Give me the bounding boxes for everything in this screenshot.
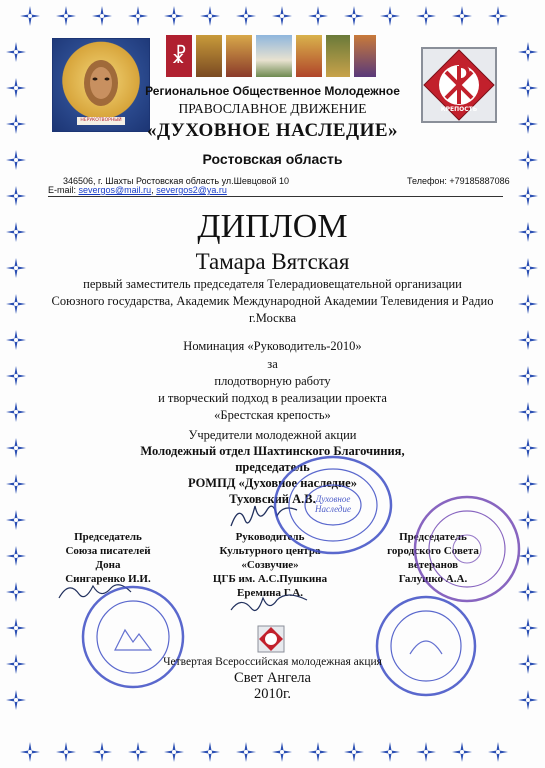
star-ornament	[6, 618, 30, 642]
star-ornament	[380, 6, 404, 30]
recipient-name: Тамара Вятская	[195, 249, 350, 274]
signature-center	[225, 590, 315, 620]
org-name: «ДУХОВНОЕ НАСЛЕДИЕ»	[146, 120, 399, 141]
recipient-position-1: первый заместитель председателя Телерадиовещательной организации	[83, 277, 462, 291]
email-separator: ,	[151, 185, 157, 195]
org-line-1: Региональное Общественное Молодежное	[145, 84, 400, 98]
star-ornament	[200, 6, 224, 30]
star-ornament	[380, 742, 404, 766]
email-link-1[interactable]: severgos@mail.ru	[78, 185, 152, 195]
founders-role: председатель	[235, 460, 310, 474]
reason-2: и творческий подход в реализации проекта	[158, 391, 387, 405]
star-ornament	[6, 546, 30, 570]
icon-caption: НЕРУКОТВОРНЫЙ	[80, 118, 122, 123]
sig-center-1: Руководитель	[235, 531, 305, 543]
star-ornament	[92, 6, 116, 30]
sig-right-1: Председатель	[399, 531, 467, 543]
reason-3: «Брестская крепость»	[214, 408, 331, 422]
star-ornament	[344, 742, 368, 766]
footer-event: Четвертая Всероссийская молодежная акция	[163, 656, 382, 668]
star-ornament	[6, 582, 30, 606]
star-ornament	[236, 742, 260, 766]
sig-right-4: Галушко А.А.	[398, 573, 468, 585]
star-ornament	[308, 6, 332, 30]
founders-heading: Учредители молодежной акции	[188, 428, 357, 442]
star-ornament	[518, 186, 542, 210]
svg-text:☧: ☧	[171, 44, 187, 68]
header-divider	[48, 196, 503, 197]
sig-center-3: «Созвучие»	[241, 559, 299, 571]
region: Ростовская область	[202, 151, 343, 167]
email-label: E-mail:	[48, 185, 79, 195]
saint-icon-2	[226, 35, 252, 77]
star-ornament	[128, 6, 152, 30]
star-ornament	[92, 742, 116, 766]
reason-1: плодотворную работу	[214, 374, 331, 388]
star-ornament	[200, 742, 224, 766]
saint-icon-4	[326, 35, 350, 77]
star-ornament	[56, 742, 80, 766]
star-ornament	[128, 742, 152, 766]
star-ornament	[6, 510, 30, 534]
star-ornament	[56, 6, 80, 30]
footer-title: Свет Ангела	[234, 670, 311, 686]
sig-center-4: ЦГБ им. А.С.Пушкина	[212, 573, 328, 585]
star-ornament	[488, 742, 512, 766]
org-line-2: ПРАВОСЛАВНОЕ ДВИЖЕНИЕ	[178, 101, 367, 116]
for-word: за	[267, 357, 278, 371]
founders-signer: Туховский А.В.	[229, 492, 316, 506]
footer-year: 2010г.	[254, 686, 291, 702]
phone: Телефон: +79185887086	[407, 176, 510, 186]
star-ornament	[164, 742, 188, 766]
star-ornament	[272, 742, 296, 766]
veterans-stamp	[412, 494, 522, 604]
star-ornament	[452, 6, 476, 30]
address: 346506, г. Шахты Ростовская область ул.Шевцовой 10	[63, 176, 289, 186]
saint-icon-5	[354, 35, 376, 77]
emblem-label: КРЕПОСТЬ	[440, 106, 478, 113]
recipient-position-2: Союзного государства, Академик Международной Академии Телевидения и Радио	[51, 294, 494, 308]
church-photo	[256, 35, 292, 77]
sig-left-1: Председатель	[74, 531, 142, 543]
star-ornament	[20, 6, 44, 30]
icon-strip	[166, 35, 376, 77]
star-ornament	[164, 6, 188, 30]
saint-icon-1	[196, 35, 222, 77]
sig-center-2: Культурного центра	[219, 545, 321, 557]
star-ornament	[416, 742, 440, 766]
founders-movement: РОМПД «Духовное наследие»	[188, 476, 357, 490]
star-ornament	[518, 618, 542, 642]
email-link-2[interactable]: severgos2@ya.ru	[156, 185, 227, 195]
star-ornament	[20, 742, 44, 766]
star-ornament	[308, 742, 332, 766]
star-ornament	[518, 42, 542, 66]
sig-left-2: Союза писателей	[65, 545, 151, 557]
sig-center-5: Еремина Г.А.	[237, 587, 303, 599]
sig-right-2: городского Совета	[387, 545, 479, 557]
founders-stamp-text: Духовное Наследие	[315, 494, 351, 514]
star-ornament	[6, 42, 30, 66]
nomination: Номинация «Руководитель-2010»	[183, 339, 362, 353]
chi-rho-mini-icon	[166, 35, 192, 77]
sig-right-3: ветеранов	[407, 559, 459, 571]
star-ornament	[6, 186, 30, 210]
star-ornament	[344, 6, 368, 30]
star-ornament	[452, 742, 476, 766]
star-ornament	[272, 6, 296, 30]
star-ornament	[488, 6, 512, 30]
bottom-chi-rho-icon	[256, 624, 286, 654]
founders-org: Молодежный отдел Шахтинского Благочиния,	[140, 444, 405, 458]
sig-left-4: Сингаренко И.И.	[65, 573, 151, 585]
diploma-title: ДИПЛОМ	[197, 208, 348, 245]
sig-left-3: Дона	[95, 559, 121, 571]
star-ornament	[236, 6, 260, 30]
recipient-city: г.Москва	[248, 311, 297, 325]
saint-icon-3	[296, 35, 322, 77]
email-line	[48, 185, 227, 195]
star-ornament	[416, 6, 440, 30]
